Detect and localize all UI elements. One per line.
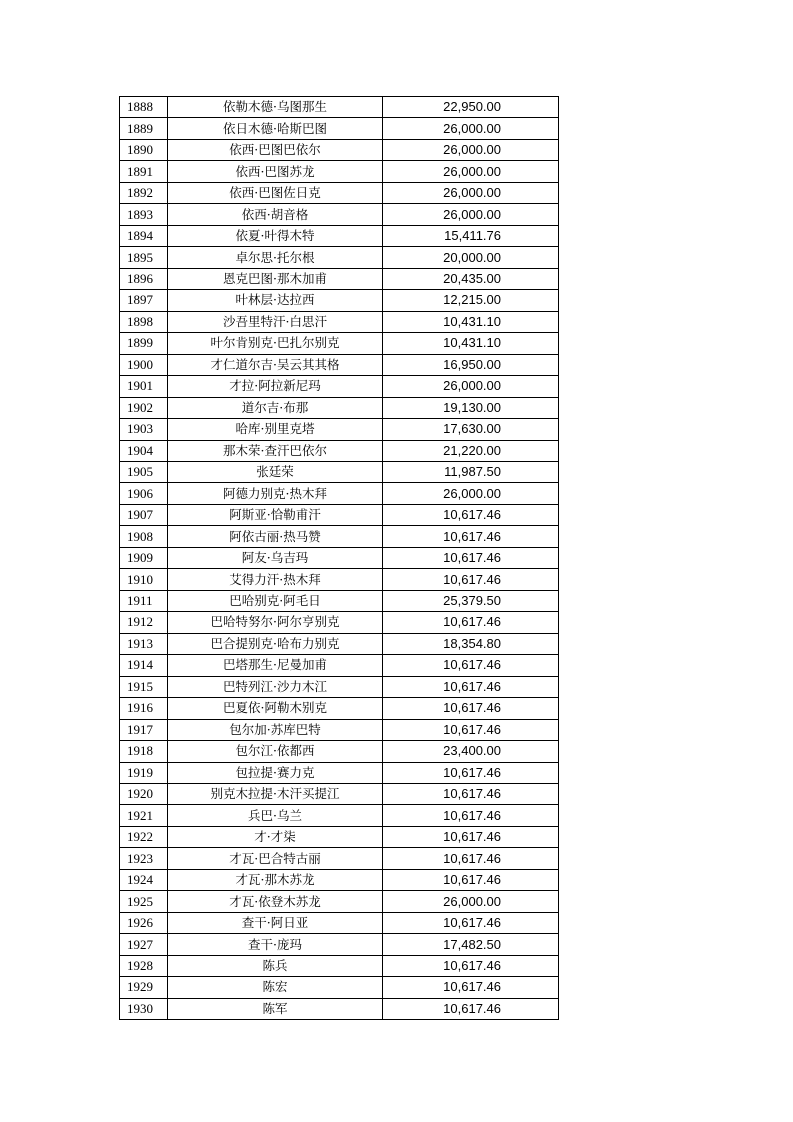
table-row bbox=[120, 762, 559, 783]
amount-cell: 10,617.46 bbox=[383, 698, 559, 719]
row-number-cell: 1900 bbox=[120, 354, 168, 375]
table-row bbox=[120, 354, 559, 375]
amount-cell: 10,617.46 bbox=[383, 762, 559, 783]
row-number-cell: 1922 bbox=[120, 826, 168, 847]
amount-cell: 10,617.46 bbox=[383, 869, 559, 890]
name-cell: 叶林层·达拉西 bbox=[168, 290, 383, 311]
amount-cell: 10,431.10 bbox=[383, 333, 559, 354]
table-row bbox=[120, 461, 559, 482]
row-number-cell: 1930 bbox=[120, 998, 168, 1019]
table-row bbox=[120, 547, 559, 568]
payment-table bbox=[119, 96, 559, 1020]
row-number-cell: 1913 bbox=[120, 633, 168, 654]
table-row bbox=[120, 719, 559, 740]
name-cell: 依西·巴图巴依尔 bbox=[168, 139, 383, 160]
row-number-cell: 1899 bbox=[120, 333, 168, 354]
row-number-cell: 1902 bbox=[120, 397, 168, 418]
amount-cell: 10,617.46 bbox=[383, 569, 559, 590]
name-cell: 阿斯亚·恰勒甫汗 bbox=[168, 504, 383, 525]
name-cell: 阿友·乌吉玛 bbox=[168, 547, 383, 568]
amount-cell: 26,000.00 bbox=[383, 204, 559, 225]
table-row bbox=[120, 934, 559, 955]
name-cell: 依西·巴图佐日克 bbox=[168, 182, 383, 203]
row-number-cell: 1924 bbox=[120, 869, 168, 890]
amount-cell: 25,379.50 bbox=[383, 590, 559, 611]
row-number-cell: 1894 bbox=[120, 225, 168, 246]
row-number-cell: 1888 bbox=[120, 97, 168, 118]
row-number-cell: 1901 bbox=[120, 376, 168, 397]
row-number-cell: 1890 bbox=[120, 139, 168, 160]
name-cell: 依西·胡音格 bbox=[168, 204, 383, 225]
table-row bbox=[120, 247, 559, 268]
table-row bbox=[120, 204, 559, 225]
amount-cell: 26,000.00 bbox=[383, 161, 559, 182]
name-cell: 卓尔思·托尔根 bbox=[168, 247, 383, 268]
amount-cell: 10,617.46 bbox=[383, 612, 559, 633]
amount-cell: 10,617.46 bbox=[383, 998, 559, 1019]
name-cell: 巴夏依·阿勒木别克 bbox=[168, 698, 383, 719]
amount-cell: 10,617.46 bbox=[383, 977, 559, 998]
row-number-cell: 1892 bbox=[120, 182, 168, 203]
table-row bbox=[120, 912, 559, 933]
table-row bbox=[120, 977, 559, 998]
amount-cell: 15,411.76 bbox=[383, 225, 559, 246]
name-cell: 才·才柒 bbox=[168, 826, 383, 847]
name-cell: 别克木拉提·木汗买提江 bbox=[168, 784, 383, 805]
name-cell: 张廷荣 bbox=[168, 461, 383, 482]
table-row bbox=[120, 633, 559, 654]
name-cell: 包拉提·赛力克 bbox=[168, 762, 383, 783]
table-row bbox=[120, 526, 559, 547]
row-number-cell: 1916 bbox=[120, 698, 168, 719]
row-number-cell: 1921 bbox=[120, 805, 168, 826]
table-row bbox=[120, 569, 559, 590]
name-cell: 才瓦·依登木苏龙 bbox=[168, 891, 383, 912]
row-number-cell: 1912 bbox=[120, 612, 168, 633]
table-row bbox=[120, 869, 559, 890]
amount-cell: 10,617.46 bbox=[383, 526, 559, 547]
name-cell: 兵巴·乌兰 bbox=[168, 805, 383, 826]
name-cell: 那木荣·查汗巴依尔 bbox=[168, 440, 383, 461]
table-row bbox=[120, 805, 559, 826]
row-number-cell: 1918 bbox=[120, 741, 168, 762]
name-cell: 阿德力别克·热木拜 bbox=[168, 483, 383, 504]
table-row bbox=[120, 311, 559, 332]
row-number-cell: 1893 bbox=[120, 204, 168, 225]
name-cell: 哈库·别里克塔 bbox=[168, 419, 383, 440]
name-cell: 陈军 bbox=[168, 998, 383, 1019]
name-cell: 道尔吉·布那 bbox=[168, 397, 383, 418]
name-cell: 才仁道尔吉·吴云其其格 bbox=[168, 354, 383, 375]
table-row bbox=[120, 376, 559, 397]
row-number-cell: 1911 bbox=[120, 590, 168, 611]
amount-cell: 12,215.00 bbox=[383, 290, 559, 311]
name-cell: 包尔江·依都西 bbox=[168, 741, 383, 762]
row-number-cell: 1926 bbox=[120, 912, 168, 933]
name-cell: 阿依古丽·热马赞 bbox=[168, 526, 383, 547]
name-cell: 巴合提别克·哈布力别克 bbox=[168, 633, 383, 654]
table-row bbox=[120, 741, 559, 762]
amount-cell: 17,630.00 bbox=[383, 419, 559, 440]
name-cell: 巴塔那生·尼曼加甫 bbox=[168, 655, 383, 676]
table-row bbox=[120, 655, 559, 676]
row-number-cell: 1895 bbox=[120, 247, 168, 268]
name-cell: 依西·巴图苏龙 bbox=[168, 161, 383, 182]
amount-cell: 19,130.00 bbox=[383, 397, 559, 418]
table-row bbox=[120, 612, 559, 633]
amount-cell: 17,482.50 bbox=[383, 934, 559, 955]
row-number-cell: 1910 bbox=[120, 569, 168, 590]
name-cell: 查干·阿日亚 bbox=[168, 912, 383, 933]
row-number-cell: 1917 bbox=[120, 719, 168, 740]
name-cell: 陈宏 bbox=[168, 977, 383, 998]
table-row bbox=[120, 698, 559, 719]
amount-cell: 10,617.46 bbox=[383, 955, 559, 976]
table-row bbox=[120, 419, 559, 440]
name-cell: 叶尔肯别克·巴扎尔别克 bbox=[168, 333, 383, 354]
amount-cell: 26,000.00 bbox=[383, 118, 559, 139]
row-number-cell: 1915 bbox=[120, 676, 168, 697]
amount-cell: 10,617.46 bbox=[383, 826, 559, 847]
amount-cell: 16,950.00 bbox=[383, 354, 559, 375]
amount-cell: 10,617.46 bbox=[383, 719, 559, 740]
table-row bbox=[120, 161, 559, 182]
row-number-cell: 1903 bbox=[120, 419, 168, 440]
row-number-cell: 1928 bbox=[120, 955, 168, 976]
amount-cell: 10,617.46 bbox=[383, 547, 559, 568]
row-number-cell: 1914 bbox=[120, 655, 168, 676]
table-row bbox=[120, 826, 559, 847]
table-row bbox=[120, 333, 559, 354]
amount-cell: 10,617.46 bbox=[383, 676, 559, 697]
table-row bbox=[120, 118, 559, 139]
amount-cell: 11,987.50 bbox=[383, 461, 559, 482]
amount-cell: 20,435.00 bbox=[383, 268, 559, 289]
amount-cell: 22,950.00 bbox=[383, 97, 559, 118]
name-cell: 沙吾里特汗·白思汗 bbox=[168, 311, 383, 332]
row-number-cell: 1904 bbox=[120, 440, 168, 461]
amount-cell: 26,000.00 bbox=[383, 376, 559, 397]
table-row bbox=[120, 397, 559, 418]
amount-cell: 20,000.00 bbox=[383, 247, 559, 268]
amount-cell: 10,617.46 bbox=[383, 805, 559, 826]
amount-cell: 10,617.46 bbox=[383, 848, 559, 869]
name-cell: 陈兵 bbox=[168, 955, 383, 976]
table-row bbox=[120, 182, 559, 203]
amount-cell: 26,000.00 bbox=[383, 483, 559, 504]
row-number-cell: 1909 bbox=[120, 547, 168, 568]
table-row bbox=[120, 955, 559, 976]
name-cell: 才拉·阿拉新尼玛 bbox=[168, 376, 383, 397]
name-cell: 包尔加·苏库巴特 bbox=[168, 719, 383, 740]
amount-cell: 10,617.46 bbox=[383, 912, 559, 933]
payment-table-body bbox=[120, 97, 559, 1020]
row-number-cell: 1905 bbox=[120, 461, 168, 482]
row-number-cell: 1898 bbox=[120, 311, 168, 332]
amount-cell: 10,617.46 bbox=[383, 784, 559, 805]
name-cell: 巴哈别克·阿毛日 bbox=[168, 590, 383, 611]
amount-cell: 18,354.80 bbox=[383, 633, 559, 654]
row-number-cell: 1927 bbox=[120, 934, 168, 955]
amount-cell: 23,400.00 bbox=[383, 741, 559, 762]
table-row bbox=[120, 504, 559, 525]
table-row bbox=[120, 97, 559, 118]
row-number-cell: 1908 bbox=[120, 526, 168, 547]
name-cell: 依日木德·哈斯巴图 bbox=[168, 118, 383, 139]
row-number-cell: 1906 bbox=[120, 483, 168, 504]
amount-cell: 10,617.46 bbox=[383, 655, 559, 676]
name-cell: 依勒木德·乌图那生 bbox=[168, 97, 383, 118]
row-number-cell: 1919 bbox=[120, 762, 168, 783]
name-cell: 巴特列江·沙力木江 bbox=[168, 676, 383, 697]
row-number-cell: 1929 bbox=[120, 977, 168, 998]
name-cell: 才瓦·那木苏龙 bbox=[168, 869, 383, 890]
name-cell: 才瓦·巴合特古丽 bbox=[168, 848, 383, 869]
table-row bbox=[120, 784, 559, 805]
row-number-cell: 1920 bbox=[120, 784, 168, 805]
name-cell: 巴哈特努尔·阿尔亨别克 bbox=[168, 612, 383, 633]
row-number-cell: 1891 bbox=[120, 161, 168, 182]
table-row bbox=[120, 225, 559, 246]
table-row bbox=[120, 483, 559, 504]
name-cell: 恩克巴图·那木加甫 bbox=[168, 268, 383, 289]
name-cell: 艾得力汗·热木拜 bbox=[168, 569, 383, 590]
amount-cell: 26,000.00 bbox=[383, 891, 559, 912]
row-number-cell: 1897 bbox=[120, 290, 168, 311]
row-number-cell: 1923 bbox=[120, 848, 168, 869]
amount-cell: 26,000.00 bbox=[383, 182, 559, 203]
row-number-cell: 1896 bbox=[120, 268, 168, 289]
row-number-cell: 1907 bbox=[120, 504, 168, 525]
table-row bbox=[120, 268, 559, 289]
row-number-cell: 1889 bbox=[120, 118, 168, 139]
amount-cell: 10,617.46 bbox=[383, 504, 559, 525]
table-row bbox=[120, 891, 559, 912]
table-row bbox=[120, 848, 559, 869]
table-row bbox=[120, 440, 559, 461]
table-row bbox=[120, 139, 559, 160]
name-cell: 依夏·叶得木特 bbox=[168, 225, 383, 246]
amount-cell: 26,000.00 bbox=[383, 139, 559, 160]
table-row bbox=[120, 590, 559, 611]
row-number-cell: 1925 bbox=[120, 891, 168, 912]
amount-cell: 10,431.10 bbox=[383, 311, 559, 332]
table-row bbox=[120, 290, 559, 311]
table-row bbox=[120, 998, 559, 1019]
amount-cell: 21,220.00 bbox=[383, 440, 559, 461]
name-cell: 查干·庞玛 bbox=[168, 934, 383, 955]
table-row bbox=[120, 676, 559, 697]
